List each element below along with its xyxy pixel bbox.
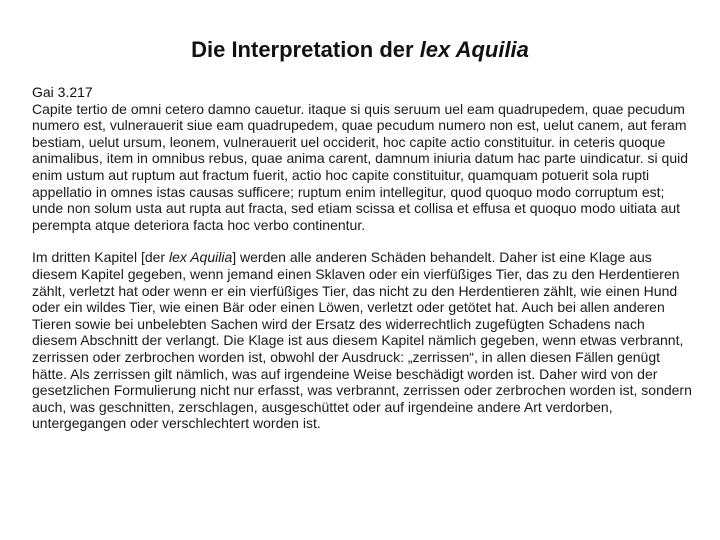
paragraph-spacer [32, 233, 692, 249]
latin-paragraph: Capite tertio de omni cetero damno cauetur. itaque si quis seruum uel eam quadrupedem, quae pecudum numero est, vulnerauerit siue eam quadrupedem, quae pecudum numero non est, uelut canem, aut feram bestiam, uelut ursum, leonem, vulnerauerit uel occiderit, hoc capite actio constituitur. in ceteris quoque animalibus, item in omnibus rebus, quae anima carent, damnum iniuria datum hac parte uindicatur. si quid enim ustum aut ruptum aut fractum fuerit, actio hoc capite constituitur, quamquam potuerit sola rupti appellatio in omnes istas causas sufficere; ruptum enim intellegitur, quod quoquo modo corruptum est; unde non solum usta aut rupta aut fracta, sed etiam scissa et collisa et effusa et quoquo modo uitiata aut perempta atque deteriora facta hoc verbo continentur. [32, 100, 689, 233]
german-text-part2: ] werden alle anderen Schäden behandelt. Daher ist eine Klage aus diesem Kapitel gegeben, wenn jemand einen Sklaven oder ein vierfüßiges Tier, das zu den Herdentieren zählt, verletzt hat oder wenn er ein vierfüßiges Tier, das nicht zu den Herdentieren zählt, wie einen Hund oder ein wildes Tier, wie einen Bär oder einen Löwen, verletzt oder getötet hat. Auch bei allen anderen Tieren sowie bei unbelebten Sachen wird der Ersatz des widerrechtlich zugefügten Schadens nach diesem Abschnitt der verlangt. Die Klage ist aus diesem Kapitel nämlich gegeben, wenn etwas verbrannt, zerrissen oder zerbrochen worden ist, obwohl der Ausdruck: „zerrissen“, in allen diesen Fällen genügt hätte. Als zerrissen gilt nämlich, was auf irgendeine Weise beschädigt worden ist. Daher wird von der gesetzlichen Formulierung nicht nur erfasst, was verbrannt, zerrissen oder zerbrochen worden ist, sondern auch, was geschnitten, zerschlagen, ausgeschüttet oder auf irgendeine andere Art verdorben, untergegangen oder verschlechtert worden ist. [32, 249, 692, 432]
latin-citation: Gai 3.217 [32, 84, 93, 100]
page-title [0, 36, 720, 64]
german-text-part1: Im dritten Kapitel [der [32, 249, 169, 266]
title-italic: lex Aquilia [419, 37, 529, 62]
title-prefix: Die Interpretation der [191, 37, 420, 62]
german-paragraph [32, 249, 692, 432]
german-text-italic: lex Aquilia [168, 249, 233, 266]
content-body [32, 84, 692, 432]
